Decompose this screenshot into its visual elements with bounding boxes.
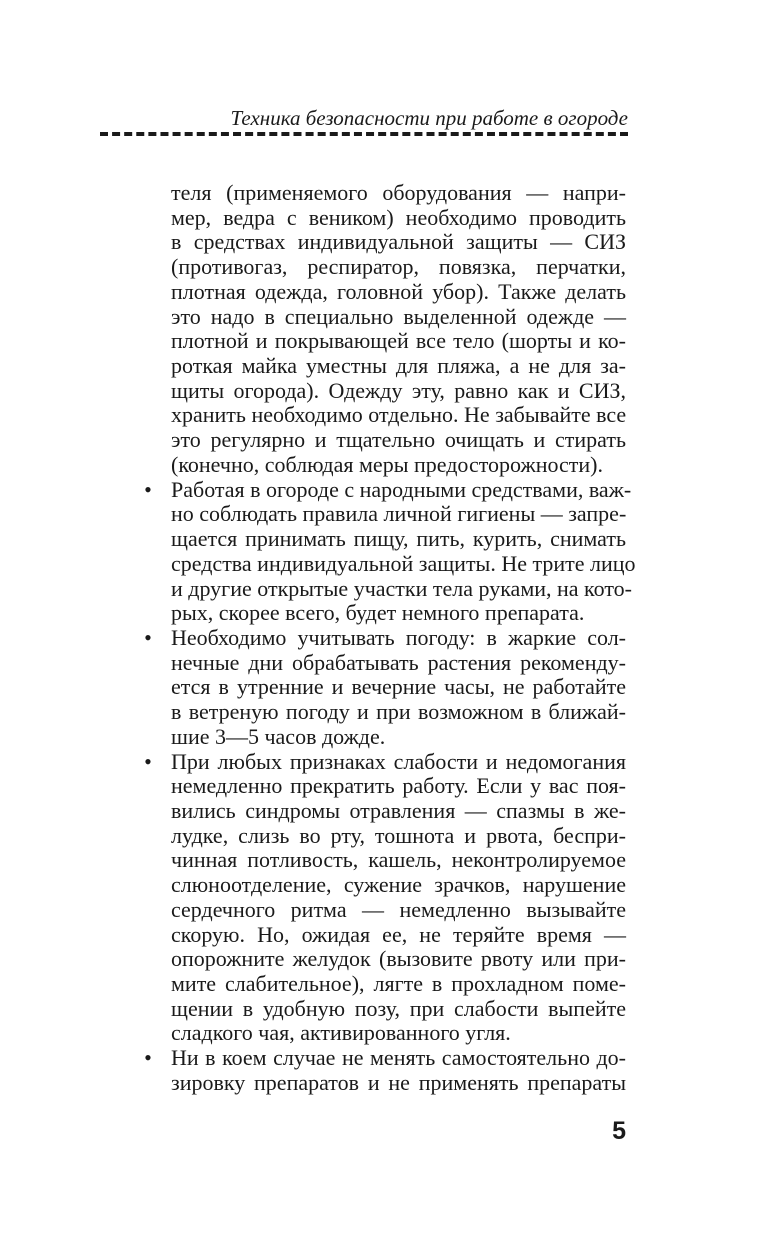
page-number: 5 [612, 1117, 626, 1145]
text-line: плотная одежда, головной убор). Также делать [171, 278, 626, 304]
continued-paragraph [171, 181, 626, 478]
text-line: и другие открытые участки тела руками, на кото- [171, 575, 632, 601]
text-line: лудке, слизь во рту, тошнота и рвота, беспри- [171, 822, 626, 848]
text-line: рых, скорее всего, будет немного препарата. [171, 600, 585, 626]
text-line: это регулярно и тщательно очищать и стирать [171, 427, 626, 453]
text-line: шие 3—5 часов дожде. [171, 723, 386, 749]
text-line: это надо в специально выделенной одежде — [171, 303, 626, 329]
text-line: При любых признаках слабости и недомогания [171, 748, 626, 774]
text-line: мер, ведра с веником) необходимо проводить [171, 204, 626, 230]
text-line: щается принимать пищу, пить, курить, снимать [171, 526, 626, 552]
text-line: средства индивидуальной защиты. Не трите лицо [171, 550, 636, 576]
text-line: хранить необходимо отдельно. Не забывайте все [171, 402, 627, 428]
text-line: опорожните желудок (вызовите рвоту или при- [171, 946, 626, 972]
text-line: мите слабительное), лягте в прохладном поме- [171, 971, 626, 996]
bullet-item-poisoning [144, 748, 626, 1047]
text-line: Работая в огороде с народными средствами, важ- [171, 476, 632, 502]
text-line: немедленно прекратить работу. Если у вас поя- [171, 773, 626, 799]
bullet-marker: • [144, 476, 152, 502]
text-line: (конечно, соблюдая меры предосторожности). [171, 451, 604, 477]
text-line: вились синдромы отравления — спазмы в же- [171, 797, 626, 823]
text-line: щиты огорода). Одежду эту, равно как и СИЗ, [171, 377, 626, 403]
header-dashed-rule [100, 132, 628, 136]
bullet-marker: • [144, 1045, 152, 1071]
text-line: роткая майка уместны для пляжа, а не для за- [171, 353, 626, 379]
bullet-item-dosage [144, 1045, 626, 1095]
text-line: сладкого чая, активированного угля. [171, 1020, 511, 1046]
text-line: в ветреную погоду и при возможном в ближай- [171, 699, 626, 725]
text-line: но соблюдать правила личной гигиены — запре- [171, 501, 627, 527]
text-line: ется в утренние и вечерние часы, не работайте [171, 674, 626, 700]
bullet-item-weather [144, 624, 626, 750]
text-line: Необходимо учитывать погоду: в жаркие сол- [171, 624, 626, 650]
running-header: Техника безопасности при работе в огороде [230, 106, 628, 130]
page-body [144, 180, 636, 1096]
text-line: теля (применяемого оборудования — напри- [171, 180, 626, 205]
bullet-marker: • [144, 624, 152, 650]
text-line: Ни в коем случае не менять самостоятельно до- [171, 1045, 626, 1071]
bullet-marker: • [144, 748, 152, 774]
text-line: в средствах индивидуальной защиты — СИЗ [171, 229, 626, 255]
text-line: сердечного ритма — немедленно вызывайте [171, 896, 626, 922]
text-line: нечные дни обрабатывать растения рекоменду- [171, 649, 626, 675]
text-line: плотной и покрывающей все тело (шорты и ко- [171, 328, 626, 354]
text-line: щении в удобную позу, при слабости выпейте [171, 995, 626, 1021]
text-line: чинная потливость, кашель, неконтролируемое [171, 847, 626, 873]
bullet-item-hygiene [144, 476, 636, 626]
text-line: зировку препаратов и не применять препараты [171, 1069, 626, 1095]
text-line: (противогаз, респиратор, повязка, перчатки, [171, 254, 626, 280]
text-line: скорую. Но, ожидая ее, не теряйте время — [171, 921, 626, 947]
text-line: слюноотделение, сужение зрачков, нарушение [171, 872, 626, 898]
